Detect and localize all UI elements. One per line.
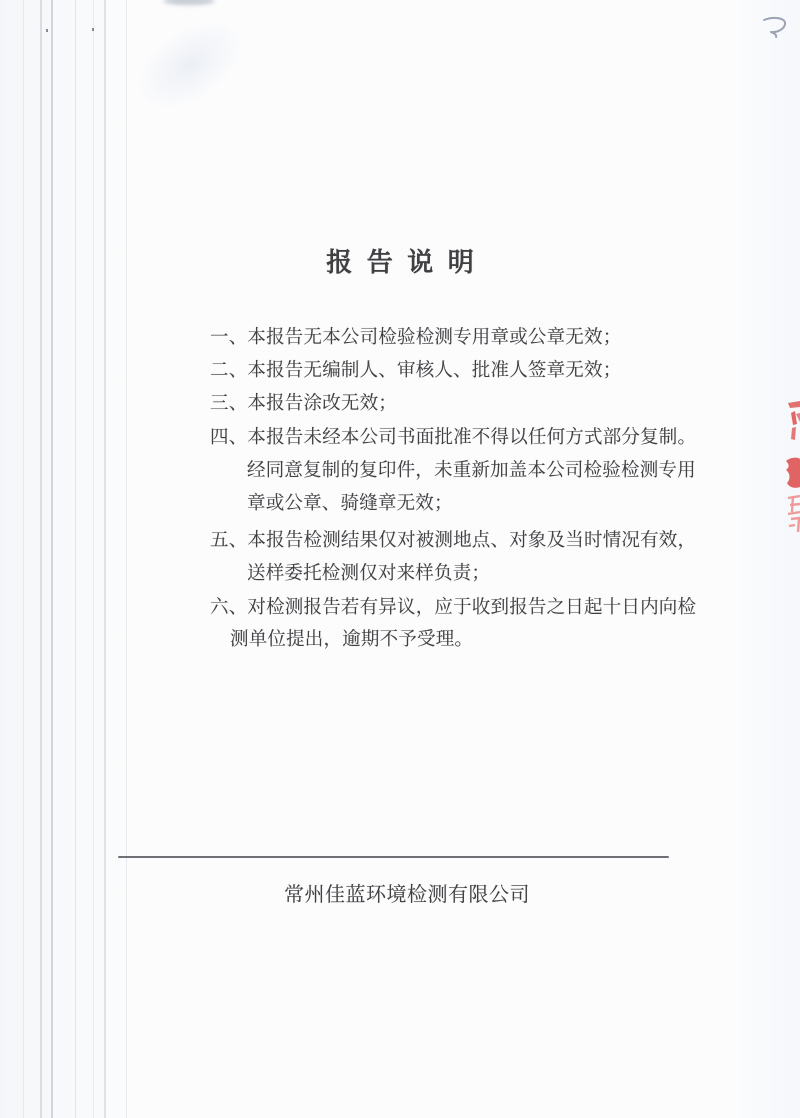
page-edge-scan-line <box>40 0 42 1118</box>
footer-rule <box>118 856 669 858</box>
note-line: 二、本报告无编制人、审核人、批准人签章无效； <box>210 361 622 381</box>
red-stamp-fragment-top <box>782 400 800 442</box>
page-title: 报 告 说 明 <box>326 248 478 277</box>
note-line: 五、本报告检测结果仅对被测地点、对象及当时情况有效， <box>210 531 697 551</box>
scan-smudge <box>163 0 215 5</box>
note-line: 一、本报告无本公司检验检测专用章或公章无效； <box>210 328 622 348</box>
scan-speck <box>46 29 48 32</box>
note-line: 六、对检测报告若有异议，应于收到报告之日起十日内向检 <box>210 598 697 618</box>
page-edge-scan-line <box>93 0 94 1118</box>
note-line: 四、本报告未经本公司书面批准不得以任何方式部分复制。 <box>210 428 697 448</box>
company-name: 常州佳蓝环境检测有限公司 <box>284 884 530 906</box>
page-edge-scan-line <box>51 0 53 1118</box>
red-stamp-fragment-bottom <box>786 492 800 536</box>
handwritten-check-mark <box>758 8 798 48</box>
note-line: 经同意复制的复印件，未重新加盖本公司检验检测专用 <box>247 461 696 481</box>
note-line: 章或公章、骑缝章无效； <box>247 494 453 514</box>
note-line: 三、本报告涂改无效； <box>210 394 398 414</box>
red-stamp-fragment-middle <box>782 455 800 491</box>
page-edge-scan-line <box>104 0 106 1118</box>
scan-smear <box>121 2 259 128</box>
note-line: 送样委托检测仅对来样负责； <box>247 564 491 584</box>
page-edge-scan-line <box>75 0 76 1118</box>
note-line: 测单位提出，逾期不予受理。 <box>230 630 474 650</box>
scan-speck <box>92 28 94 31</box>
page-edge-scan-line <box>23 0 24 1118</box>
page-edge-scan-line <box>126 0 127 1118</box>
